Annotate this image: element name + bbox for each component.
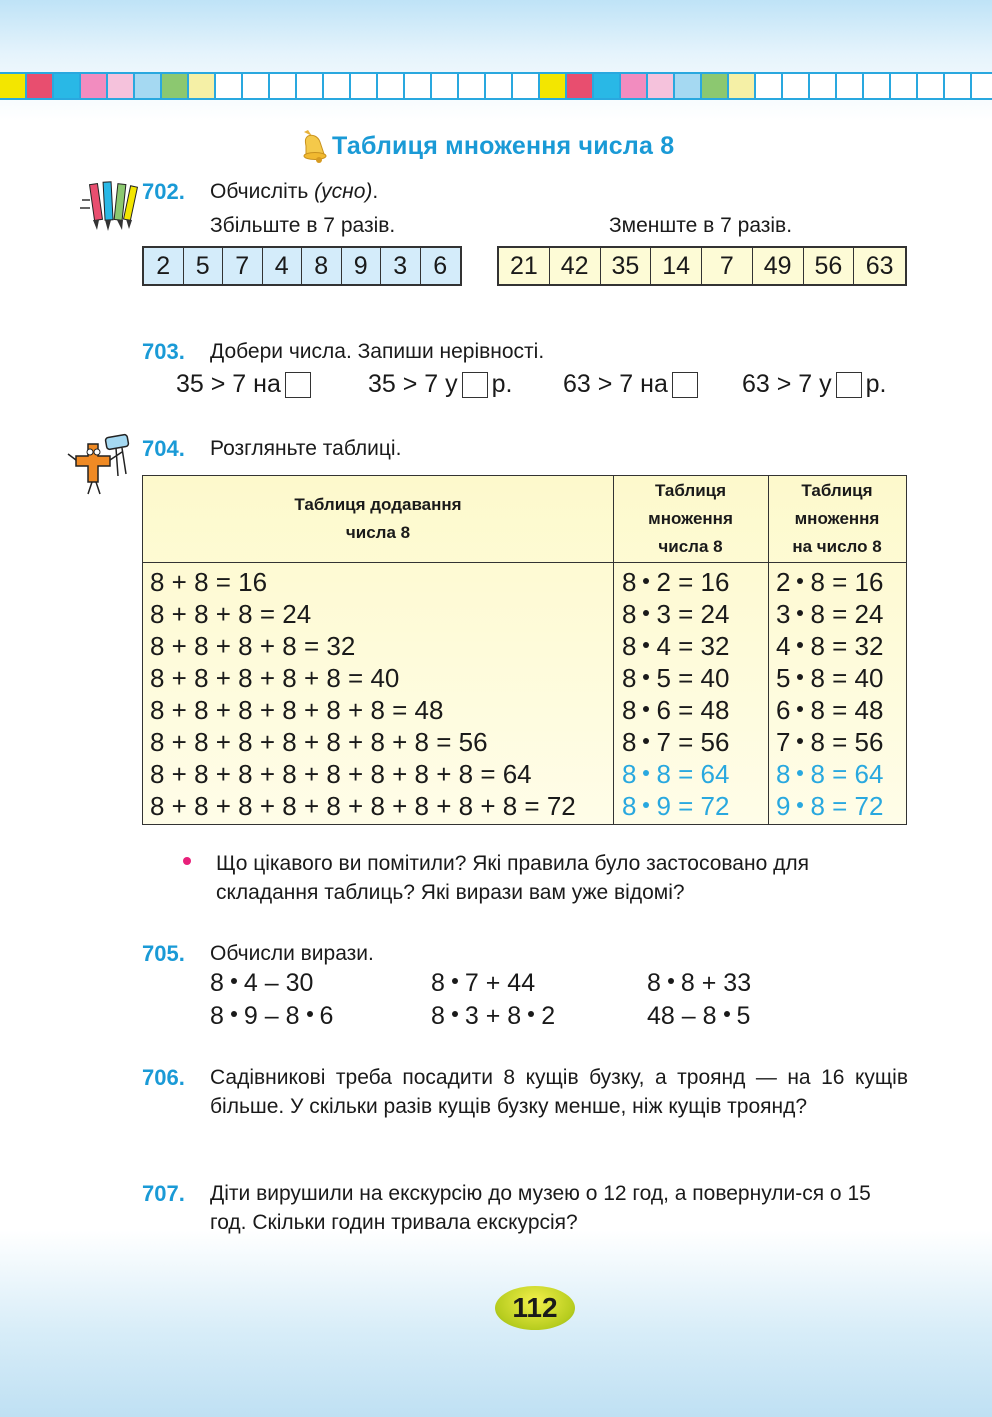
- addition-row: 8 + 8 = 16: [150, 567, 268, 597]
- header-addition-table: Таблиця додавання числа 8: [143, 476, 613, 563]
- exercise-number-703: 703.: [142, 339, 185, 364]
- header-mult-of-8: Таблиця множення числа 8: [613, 476, 768, 563]
- plus-character-icon: [66, 430, 138, 498]
- strip-cell: [594, 74, 621, 98]
- exercise-number-706: 706.: [142, 1065, 185, 1090]
- mult-of-8-column: [622, 566, 729, 822]
- strip-cell: [270, 74, 297, 98]
- strip-cell: [378, 74, 405, 98]
- exercise-702-text: Обчисліть (усно).: [210, 180, 379, 203]
- number-box: 8: [302, 248, 342, 284]
- increase-number-boxes: [142, 246, 462, 286]
- strip-cell: [189, 74, 216, 98]
- number-box: 63: [865, 252, 894, 280]
- number-box: 5: [184, 248, 224, 284]
- addition-row: 8 + 8 + 8 + 8 + 8 + 8 + 8 + 8 = 64: [150, 759, 532, 789]
- decrease-number-boxes: [497, 246, 907, 286]
- strip-cell: [783, 74, 810, 98]
- pencils-icon: [80, 178, 140, 234]
- increase-caption: Збільште в 7 разів.: [210, 214, 396, 237]
- strip-cell: [27, 74, 54, 98]
- strip-cell: [297, 74, 324, 98]
- addition-column: [150, 566, 576, 822]
- strip-cell: [756, 74, 783, 98]
- strip-cell: [81, 74, 108, 98]
- expression: 8 8 + 33: [647, 969, 752, 997]
- strip-cell: [729, 74, 756, 98]
- strip-cell: [162, 74, 189, 98]
- number-box: 35: [601, 248, 652, 284]
- addition-row: 8 + 8 + 8 = 24: [150, 599, 312, 629]
- strip-cell: [864, 74, 891, 98]
- expression: 8 7 + 44: [431, 969, 536, 997]
- number-box: 49: [753, 248, 804, 284]
- number-box: 42: [550, 248, 601, 284]
- multiplication-row: 4 8 = 32: [776, 631, 884, 661]
- strip-cell: [0, 74, 27, 98]
- multiplication-row: 8 4 = 32: [622, 631, 730, 661]
- expression: 8 3 + 8 2: [431, 1002, 556, 1030]
- column-divider: [613, 476, 614, 824]
- multiplication-row: 6 8 = 48: [776, 695, 884, 725]
- decrease-caption: Зменште в 7 разів.: [609, 214, 793, 237]
- page-number: 112: [495, 1286, 575, 1330]
- expression: 48 – 8 5: [647, 1002, 751, 1030]
- addition-row: 8 + 8 + 8 + 8 + 8 + 8 + 8 + 8 + 8 = 72: [150, 791, 576, 821]
- exercise-number-705: 705.: [142, 941, 185, 966]
- multiplication-row: 8 8 = 64: [776, 759, 884, 789]
- discussion-questions: Що цікавого ви помітили? Які правила було застосовано для складання таблиць? Які вирази вам уже відомі?: [216, 852, 809, 904]
- strip-cell: [702, 74, 729, 98]
- strip-cell: [216, 74, 243, 98]
- multiplication-row: 2 8 = 16: [776, 567, 884, 597]
- inequality-3: 63 > 7 на: [563, 370, 702, 399]
- addition-row: 8 + 8 + 8 + 8 + 8 + 8 = 48: [150, 695, 444, 725]
- number-box: 14: [651, 248, 702, 284]
- exercise-number-702: 702.: [142, 179, 185, 204]
- mult-by-8-column: [776, 566, 883, 822]
- multiplication-row: 9 8 = 72: [776, 791, 884, 821]
- exercise-706-text: Садівникові треба посадити 8 кущів бузку, а троянд — на 16 кущів більше. У скільки разів кущів бузку менше, ніж кущів троянд?: [210, 1066, 908, 1118]
- column-divider: [768, 476, 769, 824]
- number-box: 3: [381, 248, 421, 284]
- strip-cell: [135, 74, 162, 98]
- multiplication-tables: [142, 475, 907, 825]
- number-box: 9: [342, 248, 382, 284]
- strip-cell: [243, 74, 270, 98]
- exercise-number-707: 707.: [142, 1181, 185, 1206]
- multiplication-row: 3 8 = 24: [776, 599, 884, 629]
- strip-cell: [918, 74, 945, 98]
- multiplication-row: 8 5 = 40: [622, 663, 730, 693]
- strip-cell: [351, 74, 378, 98]
- multiplication-row: 7 8 = 56: [776, 727, 884, 757]
- addition-row: 8 + 8 + 8 + 8 + 8 + 8 + 8 = 56: [150, 727, 488, 757]
- strip-cell: [945, 74, 972, 98]
- inequality-4: 63 > 7 у р.: [742, 370, 887, 398]
- expression: 8 4 – 30: [210, 969, 314, 997]
- number-box: 4: [263, 248, 303, 284]
- bullet-dot: [183, 857, 191, 865]
- strip-cell: [459, 74, 486, 98]
- exercise-703-text: Добери числа. Запиши нерівності.: [210, 340, 545, 363]
- exercise-number-704: 704.: [142, 436, 185, 461]
- multiplication-row: 8 7 = 56: [622, 727, 730, 757]
- answer-box[interactable]: [836, 372, 862, 398]
- exercise-705-text: Обчисли вирази.: [210, 942, 374, 965]
- number-box: 6: [433, 252, 448, 280]
- exercise-704-text: Розгляньте таблиці.: [210, 437, 402, 460]
- strip-cell: [621, 74, 648, 98]
- strip-cell: [486, 74, 513, 98]
- answer-box[interactable]: [462, 372, 488, 398]
- strip-cell: [405, 74, 432, 98]
- expression: 8 9 – 8 6: [210, 1002, 334, 1030]
- answer-box[interactable]: [672, 372, 698, 398]
- color-strip: [0, 72, 992, 100]
- number-box: 7: [702, 248, 753, 284]
- strip-cell: [837, 74, 864, 98]
- multiplication-row: 8 2 = 16: [622, 567, 730, 597]
- strip-cell: [513, 74, 540, 98]
- multiplication-row: 8 6 = 48: [622, 695, 730, 725]
- strip-cell: [54, 74, 81, 98]
- multiplication-row: 8 8 = 64: [622, 759, 730, 789]
- strip-cell: [891, 74, 918, 98]
- number-box: 21: [499, 248, 550, 284]
- addition-row: 8 + 8 + 8 + 8 + 8 = 40: [150, 663, 400, 693]
- strip-cell: [567, 74, 594, 98]
- page-title-text: Таблиця множення числа 8: [332, 131, 675, 160]
- number-box: 2: [144, 248, 184, 284]
- strip-cell: [324, 74, 351, 98]
- page-title: [298, 126, 674, 166]
- strip-cell: [432, 74, 459, 98]
- strip-cell: [810, 74, 837, 98]
- strip-cell: [648, 74, 675, 98]
- exercise-707-text: Діти вирушили на екскурсію до музею о 12 год, а повернули-ся о 15 год. Скільки годин тривала екскурсія?: [210, 1182, 871, 1234]
- multiplication-row: 8 9 = 72: [622, 791, 730, 821]
- inequality-1: 35 > 7 на: [176, 370, 315, 399]
- addition-row: 8 + 8 + 8 + 8 = 32: [150, 631, 356, 661]
- inequality-2: 35 > 7 у р.: [368, 370, 513, 398]
- answer-box[interactable]: [285, 372, 311, 398]
- multiplication-row: 8 3 = 24: [622, 599, 730, 629]
- multiplication-row: 5 8 = 40: [776, 663, 884, 693]
- bell-icon: [298, 128, 330, 164]
- number-box: 56: [804, 248, 855, 284]
- number-box: 7: [223, 248, 263, 284]
- strip-cell: [675, 74, 702, 98]
- strip-cell: [972, 74, 992, 98]
- header-mult-by-8: Таблиця множення на число 8: [768, 476, 906, 563]
- strip-cell: [108, 74, 135, 98]
- strip-cell: [540, 74, 567, 98]
